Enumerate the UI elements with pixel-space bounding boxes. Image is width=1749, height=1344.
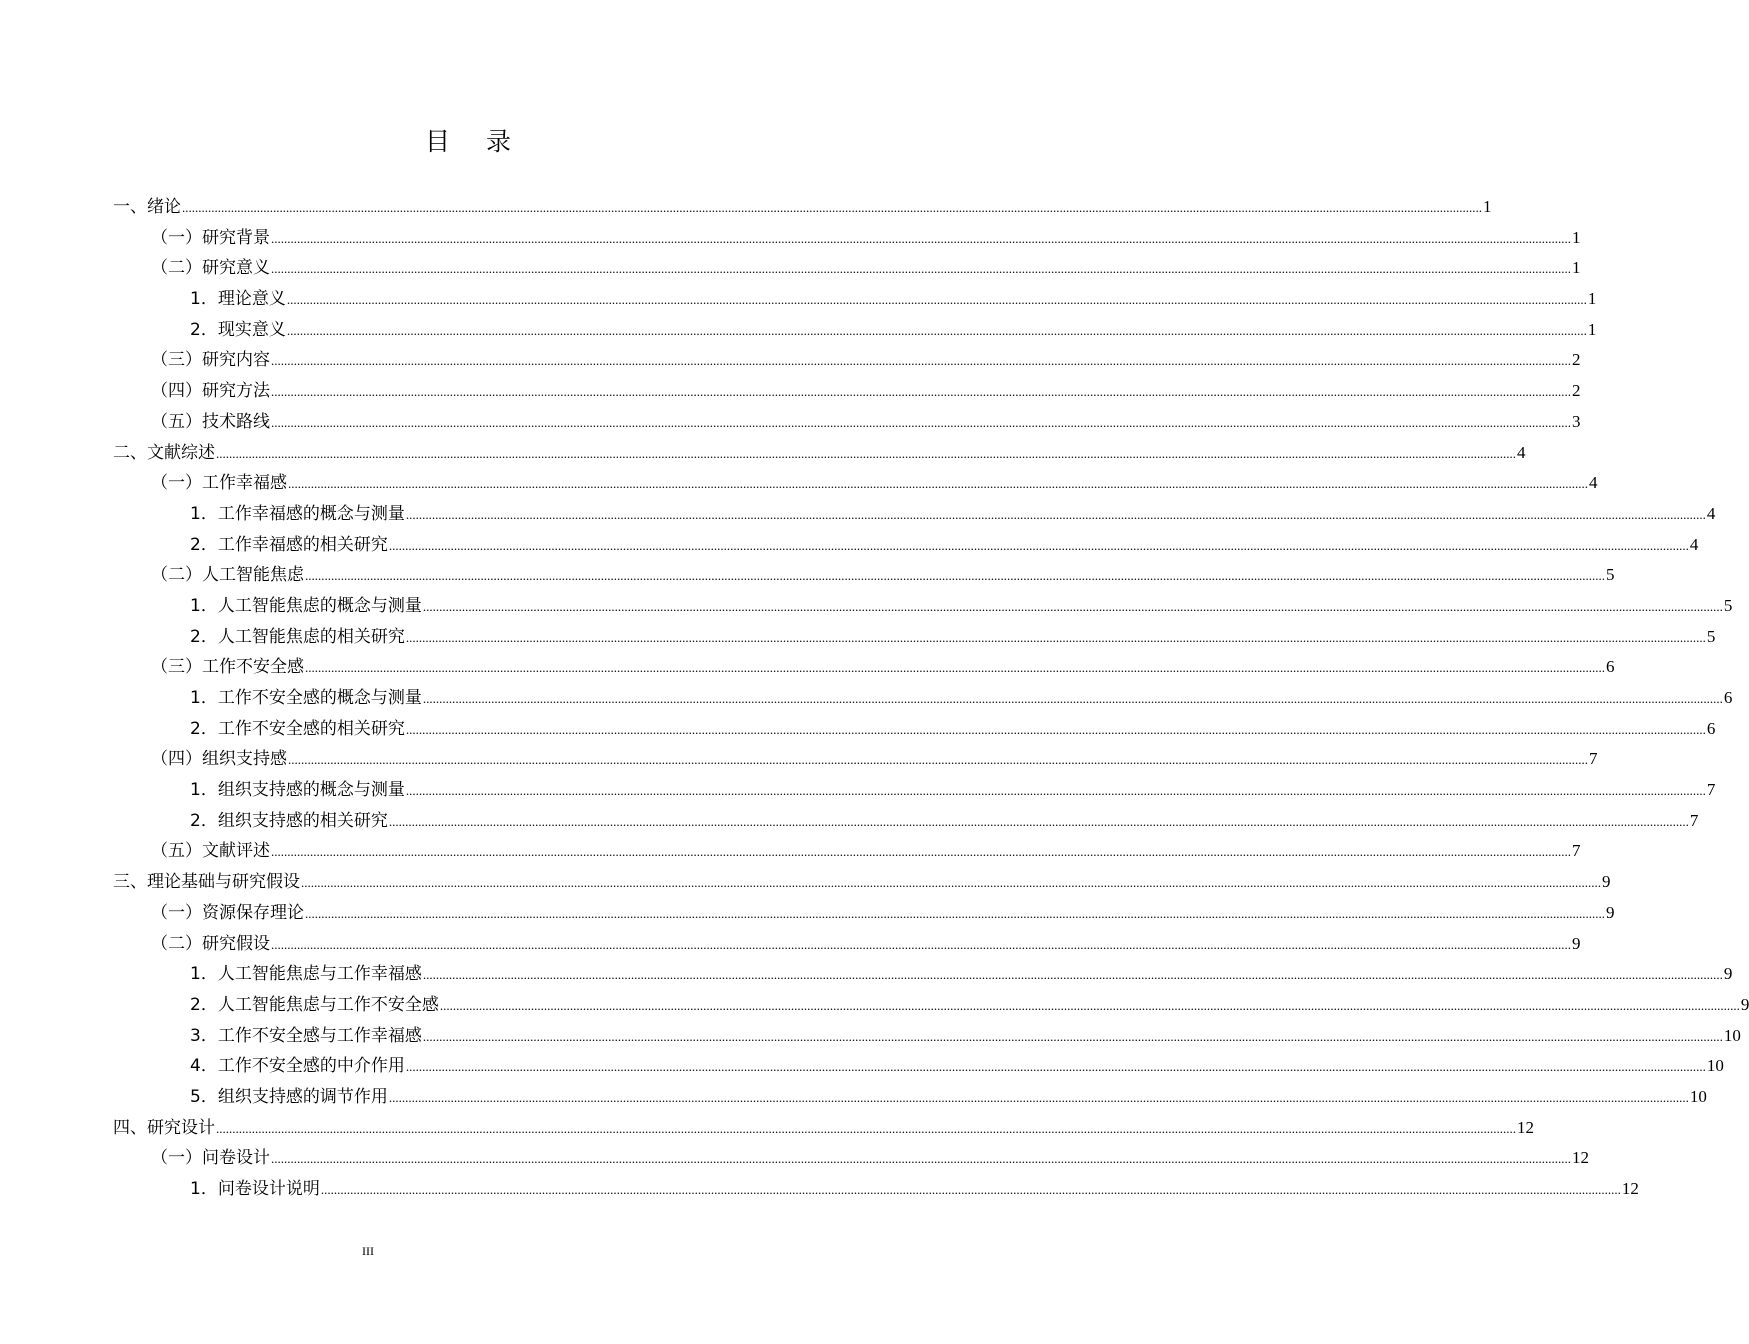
toc-entry-text: 2．人工智能焦虑与工作不安全感 — [190, 994, 439, 1015]
toc-entry[interactable] — [113, 376, 1581, 407]
toc-entry[interactable] — [113, 929, 1581, 960]
toc-entry[interactable] — [113, 622, 1716, 653]
toc-dot-leader: ................................................................................................................................................................................................................................................................................................................................................................................................................ — [405, 783, 1706, 799]
toc-dot-leader: ................................................................................................................................................................................................................................................................................................................................................................................................................ — [422, 1028, 1723, 1044]
toc-dot-leader: ................................................................................................................................................................................................................................................................................................................................................................................................................ — [271, 230, 1571, 246]
toc-dot-leader: ................................................................................................................................................................................................................................................................................................................................................................................................................ — [422, 598, 1723, 614]
toc-dot-leader: ................................................................................................................................................................................................................................................................................................................................................................................................................ — [288, 752, 1588, 768]
toc-entry-text: 1．工作幸福感的概念与测量 — [190, 503, 405, 524]
toc-entry-text: 1．工作不安全感的概念与测量 — [190, 688, 422, 708]
toc-entry[interactable] — [113, 438, 1526, 469]
toc-entry[interactable] — [113, 560, 1615, 591]
toc-dot-leader: ................................................................................................................................................................................................................................................................................................................................................................................................................ — [405, 1059, 1706, 1075]
toc-entry-page: 10 — [1689, 1086, 1707, 1106]
toc-entry-text: 三、理论基础与研究假设 — [113, 872, 300, 893]
toc-entry-text: 4．工作不安全感的中介作用 — [190, 1056, 405, 1077]
toc-entry-text: （五）技术路线 — [151, 411, 270, 432]
toc-entry-text: （一）问卷设计 — [151, 1148, 270, 1169]
toc-dot-leader: ................................................................................................................................................................................................................................................................................................................................................................................................................ — [422, 967, 1723, 983]
toc-entry[interactable] — [113, 223, 1581, 254]
toc-entry[interactable] — [113, 806, 1699, 837]
toc-entry-text: （二）人工智能焦虑 — [151, 565, 304, 586]
toc-entry-page: 1 — [1587, 289, 1597, 309]
toc-entry[interactable] — [113, 315, 1597, 346]
toc-entry[interactable] — [113, 836, 1581, 867]
toc-dot-leader: ................................................................................................................................................................................................................................................................................................................................................................................................................ — [301, 875, 1601, 891]
toc-dot-leader: ................................................................................................................................................................................................................................................................................................................................................................................................................ — [286, 292, 1587, 308]
toc-entry-text: （五）文献评述 — [151, 841, 270, 862]
toc-entry-text: （四）研究方法 — [151, 381, 270, 402]
toc-dot-leader: ................................................................................................................................................................................................................................................................................................................................................................................................................ — [405, 629, 1706, 645]
toc-entry-text: 2．人工智能焦虑的相关研究 — [190, 626, 405, 647]
toc-entry-page: 9 — [1723, 964, 1733, 984]
toc-entry-page: 9 — [1572, 933, 1581, 953]
toc-entry-page: 9 — [1602, 872, 1611, 892]
toc-entry-page: 4 — [1589, 473, 1598, 493]
toc-title: 目 录 — [425, 127, 525, 156]
toc-entry-text: 1．人工智能焦虑与工作幸福感 — [190, 964, 422, 985]
toc-entry-text: 2．工作不安全感的相关研究 — [190, 718, 405, 739]
toc-entry-text: 2．工作幸福感的相关研究 — [190, 534, 388, 555]
toc-entry-text: 5．组织支持感的调节作用 — [190, 1086, 388, 1107]
toc-dot-leader: ................................................................................................................................................................................................................................................................................................................................................................................................................ — [388, 813, 1689, 829]
toc-dot-leader: ................................................................................................................................................................................................................................................................................................................................................................................................................ — [271, 1151, 1571, 1167]
toc-entry-page: 6 — [1606, 657, 1615, 677]
toc-dot-leader: ................................................................................................................................................................................................................................................................................................................................................................................................................ — [405, 506, 1706, 522]
toc-entry-text: （三）研究内容 — [151, 350, 270, 371]
toc-dot-leader: ................................................................................................................................................................................................................................................................................................................................................................................................................ — [271, 261, 1571, 277]
toc-entry-text: 1．理论意义 — [190, 289, 286, 310]
toc-dot-leader: ................................................................................................................................................................................................................................................................................................................................................................................................................ — [216, 1120, 1516, 1136]
toc-entry[interactable] — [113, 898, 1615, 929]
toc-dot-leader: ................................................................................................................................................................................................................................................................................................................................................................................................................ — [271, 844, 1571, 860]
toc-entry-page: 10 — [1706, 1056, 1724, 1076]
toc-entry[interactable] — [113, 775, 1716, 806]
toc-entry[interactable] — [113, 468, 1598, 499]
toc-entry-page: 6 — [1706, 718, 1716, 738]
toc-entry-page: 2 — [1572, 350, 1581, 370]
toc-dot-leader: ................................................................................................................................................................................................................................................................................................................................................................................................................ — [388, 1089, 1689, 1105]
toc-entry-page: 7 — [1706, 780, 1716, 800]
toc-entry[interactable] — [113, 499, 1716, 530]
toc-entry-page: 12 — [1621, 1179, 1639, 1198]
toc-entry-text: 3．工作不安全感与工作幸福感 — [190, 1025, 422, 1046]
toc-dot-leader: ................................................................................................................................................................................................................................................................................................................................................................................................................ — [320, 1182, 1621, 1197]
toc-entry-page: 5 — [1723, 595, 1733, 615]
toc-entry-text: （一）资源保存理论 — [151, 902, 304, 923]
page-number: III — [362, 1244, 374, 1258]
toc-entry-page: 6 — [1723, 688, 1733, 707]
toc-entry[interactable] — [113, 253, 1581, 284]
toc-entry-text: （三）工作不安全感 — [151, 657, 304, 678]
toc-entry-text: 2．组织支持感的相关研究 — [190, 810, 388, 831]
toc-entry-page: 1 — [1572, 227, 1581, 247]
toc-dot-leader: ................................................................................................................................................................................................................................................................................................................................................................................................................ — [305, 660, 1605, 676]
toc-entry[interactable] — [113, 192, 1492, 223]
toc-dot-leader: ................................................................................................................................................................................................................................................................................................................................................................................................................ — [271, 384, 1571, 400]
toc-dot-leader: ................................................................................................................................................................................................................................................................................................................................................................................................................ — [286, 322, 1587, 338]
toc-entry-text: 1．组织支持感的概念与测量 — [190, 780, 405, 801]
toc-entry[interactable] — [113, 652, 1615, 683]
toc-entry-text: （一）研究背景 — [151, 227, 270, 248]
toc-entry[interactable] — [113, 1113, 1534, 1144]
toc-entry-text: 2．现实意义 — [190, 319, 286, 340]
toc-dot-leader: ................................................................................................................................................................................................................................................................................................................................................................................................................ — [271, 414, 1571, 430]
toc-entry-text: 四、研究设计 — [113, 1117, 215, 1138]
toc-entry-page: 7 — [1689, 810, 1699, 830]
toc-entry[interactable] — [113, 959, 1733, 990]
toc-entry[interactable] — [113, 407, 1581, 438]
toc-entry-page: 1 — [1483, 197, 1492, 216]
toc-entry-text: 1．问卷设计说明 — [190, 1179, 320, 1199]
toc-entry-page: 4 — [1689, 534, 1699, 554]
toc-entry[interactable] — [113, 683, 1733, 714]
toc-dot-leader: ................................................................................................................................................................................................................................................................................................................................................................................................................ — [182, 200, 1482, 215]
toc-entry[interactable] — [113, 591, 1733, 622]
toc-entry[interactable] — [113, 1143, 1589, 1174]
toc-entry-page: 7 — [1589, 749, 1598, 769]
toc-entry[interactable] — [113, 1051, 1724, 1082]
toc-entry-page: 1 — [1572, 258, 1581, 278]
toc-entry[interactable] — [113, 284, 1597, 315]
toc-dot-leader: ................................................................................................................................................................................................................................................................................................................................................................................................................ — [271, 936, 1571, 952]
toc-dot-leader: ................................................................................................................................................................................................................................................................................................................................................................................................................ — [271, 353, 1571, 369]
toc-entry[interactable] — [113, 714, 1716, 745]
toc-entry-text: （二）研究假设 — [151, 933, 270, 954]
toc-dot-leader: ................................................................................................................................................................................................................................................................................................................................................................................................................ — [405, 721, 1706, 737]
toc-dot-leader: ................................................................................................................................................................................................................................................................................................................................................................................................................ — [305, 905, 1605, 921]
toc-entry[interactable] — [113, 1174, 1639, 1205]
toc-entry-page: 12 — [1572, 1148, 1589, 1168]
toc-entry[interactable] — [113, 1082, 1707, 1113]
toc-dot-leader: ................................................................................................................................................................................................................................................................................................................................................................................................................ — [388, 537, 1689, 553]
toc-entry-page: 12 — [1517, 1117, 1534, 1137]
toc-entry-text: 二、文献综述 — [113, 442, 215, 463]
toc-entry-page: 1 — [1587, 319, 1597, 339]
toc-entry-text: （四）组织支持感 — [151, 749, 287, 770]
toc-entry[interactable] — [113, 744, 1598, 775]
toc-entry-page: 4 — [1706, 503, 1716, 523]
toc-entry-text: （一）工作幸福感 — [151, 473, 287, 494]
toc-entry-page: 5 — [1606, 565, 1615, 585]
toc-entry[interactable] — [113, 345, 1581, 376]
toc-dot-leader: ................................................................................................................................................................................................................................................................................................................................................................................................................ — [439, 997, 1740, 1013]
toc-entry[interactable] — [113, 530, 1699, 561]
toc-dot-leader: ................................................................................................................................................................................................................................................................................................................................................................................................................ — [422, 691, 1723, 706]
toc-dot-leader: ................................................................................................................................................................................................................................................................................................................................................................................................................ — [288, 476, 1588, 492]
toc-entry-text: 一、绪论 — [113, 197, 181, 217]
toc-entry-page: 5 — [1706, 626, 1716, 646]
toc-entry-page: 7 — [1572, 841, 1581, 861]
toc-entry-page: 4 — [1517, 442, 1526, 462]
toc-entry[interactable] — [113, 1021, 1741, 1052]
toc-entry[interactable] — [113, 990, 1749, 1021]
toc-entry-page: 3 — [1572, 411, 1581, 431]
toc-entry-page: 10 — [1723, 1025, 1741, 1045]
table-of-contents — [113, 192, 1749, 1205]
toc-entry[interactable] — [113, 867, 1611, 898]
toc-dot-leader: ................................................................................................................................................................................................................................................................................................................................................................................................................ — [216, 445, 1516, 461]
toc-entry-page: 9 — [1606, 902, 1615, 922]
toc-entry-text: （二）研究意义 — [151, 258, 270, 279]
toc-entry-page: 2 — [1572, 381, 1581, 401]
toc-entry-page: 9 — [1740, 994, 1749, 1014]
toc-dot-leader: ................................................................................................................................................................................................................................................................................................................................................................................................................ — [305, 568, 1605, 584]
toc-entry-text: 1．人工智能焦虑的概念与测量 — [190, 595, 422, 616]
